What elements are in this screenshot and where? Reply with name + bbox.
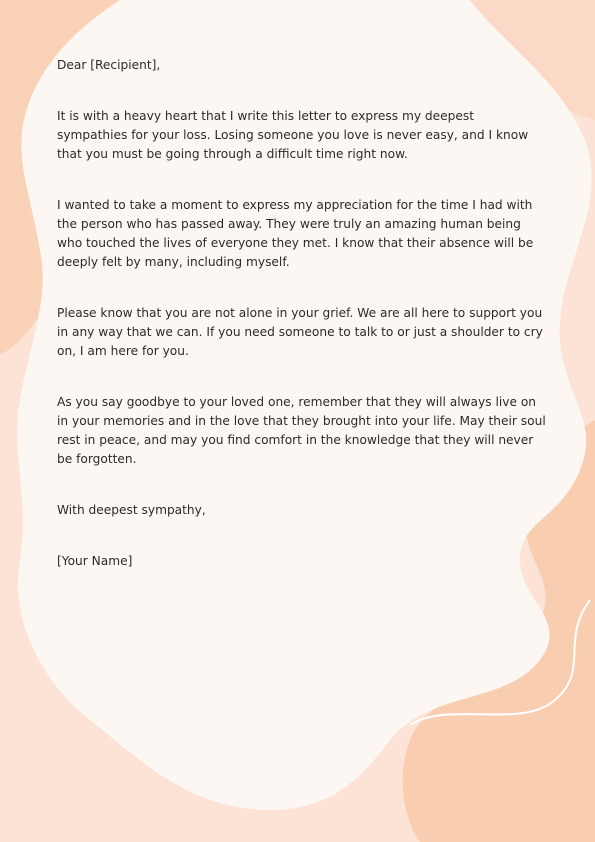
letter-salutation: Dear [Recipient], [57, 58, 161, 72]
letter-paragraph-1: It is with a heavy heart that I write this letter to express my deepest sympathies for your loss. Losing someone you love is never easy, and I know that you must be going through a difficult time right now. [57, 109, 529, 161]
letter-closing: With deepest sympathy, [57, 503, 206, 517]
letter-paragraph-4: As you say goodbye to your loved one, remember that they will always live on in your memories and in the love that they brought into your life. May their soul rest in peace, and may you find comfort in the knowledge that they will never be forgotten. [57, 395, 546, 466]
letter-signature: [Your Name] [57, 554, 133, 568]
letter-paragraph-3: Please know that you are not alone in your grief. We are all here to support you in any way that we can. If you need someone to talk to or just a shoulder to cry on, I am here for you. [57, 306, 543, 358]
letter-paragraph-2: I wanted to take a moment to express my appreciation for the time I had with the person who has passed away. They were truly an amazing human being who touched the lives of everyone they met. I know that their absence will be deeply felt by many, including myself. [57, 198, 534, 269]
letter-body [57, 56, 547, 571]
